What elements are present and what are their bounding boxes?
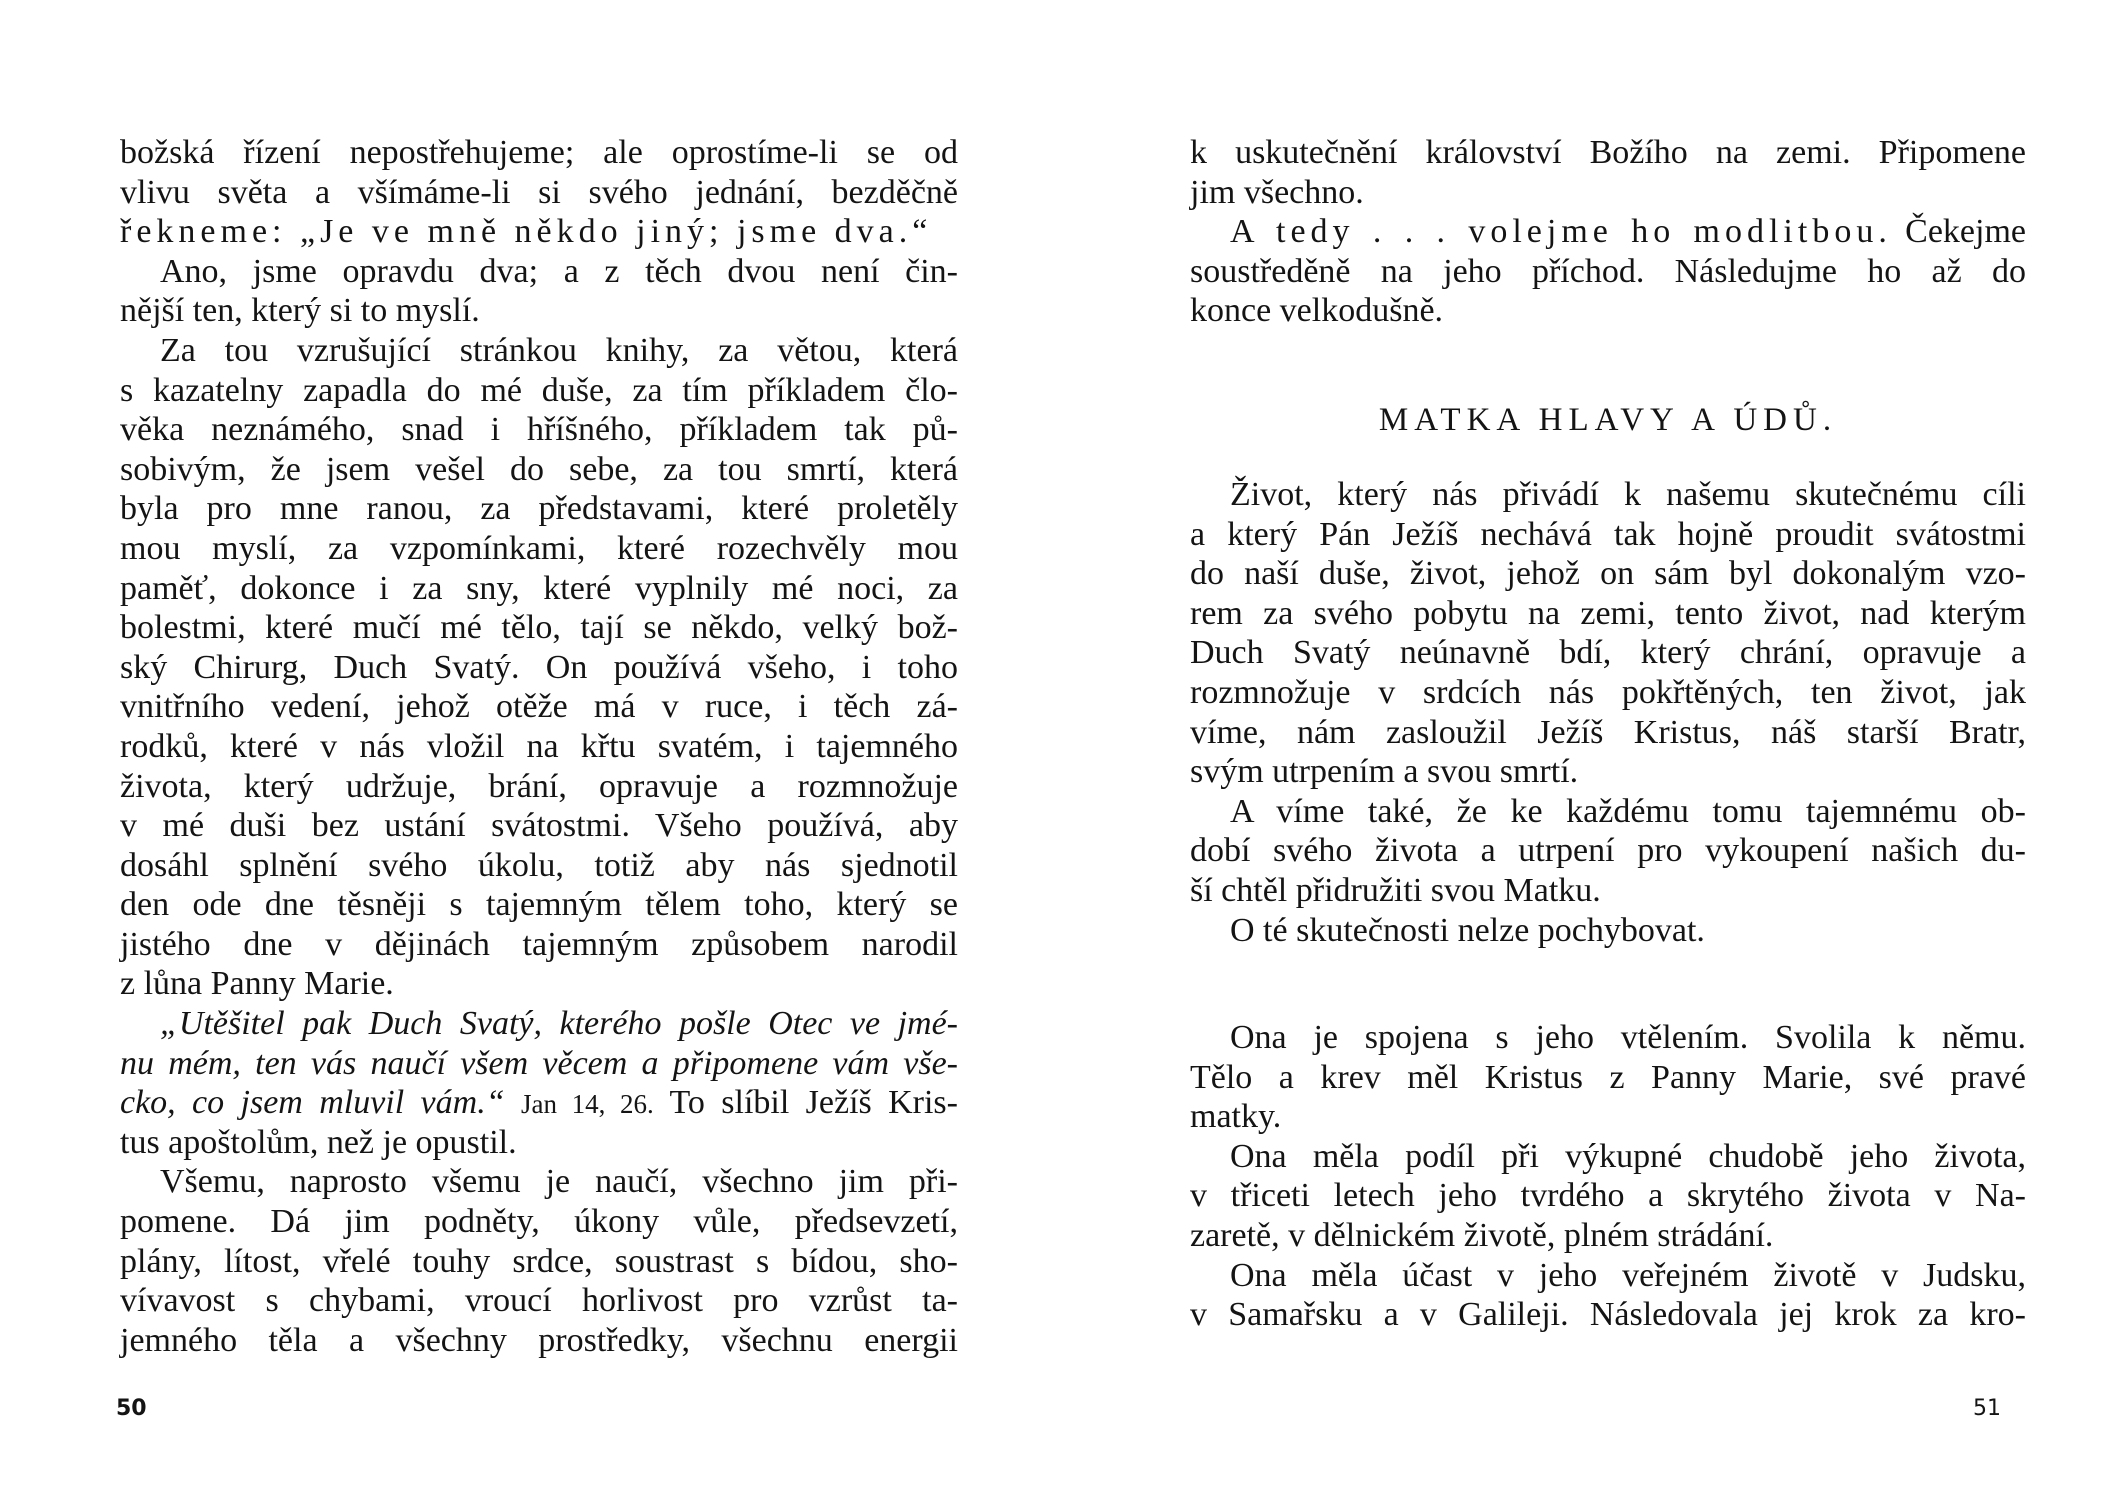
text-fragment: To slíbil Ježíš Kris- bbox=[669, 1084, 958, 1122]
text-line: mou myslí, za vzpomínkami, které rozechvěly mou bbox=[120, 529, 958, 567]
text-line: Ano, jsme opravdu dva; a z těch dvou není čin- bbox=[160, 252, 958, 290]
text-line: vívavost s chybami, vroucí horlivost pro vzrůst ta- bbox=[120, 1282, 958, 1320]
text-line: Ona je spojena s jeho vtělením. Svolila k němu. bbox=[1230, 1019, 2026, 1056]
text-line: božská řízení nepostřehujeme; ale oprostíme-li se od bbox=[120, 134, 958, 171]
text-line: zaretě, v dělnickém životě, plném strádání. bbox=[1190, 1216, 1774, 1254]
text-line: pomene. Dá jim podněty, úkony vůle, předsevzetí, bbox=[120, 1203, 958, 1241]
right-page-middle-text bbox=[1190, 475, 2026, 950]
text-line: do naší duše, život, jehož on sám byl dokonalým vzo- bbox=[1190, 555, 2026, 593]
text-line: ský Chirurg, Duch Svatý. On používá všeho, i toho bbox=[120, 648, 958, 686]
text-line: Všemu, naprosto všemu je naučí, všechno jim při- bbox=[160, 1163, 958, 1201]
text-line: vlivu světa a všímáme-li si svého jednání, bezděčně bbox=[120, 173, 958, 211]
text-line: Život, který nás přivádí k našemu skutečnému cíli bbox=[1230, 476, 2026, 513]
text-line: dobí svého života a utrpení pro vykoupení našich du- bbox=[1190, 832, 2026, 870]
text-line: v mé duši bez ustání svátostmi. Všeho používá, aby bbox=[120, 807, 958, 845]
text-line: v Samařsku a v Galileji. Následovala jej krok za kro- bbox=[1190, 1296, 2026, 1334]
text-line-mixed bbox=[1190, 212, 2026, 252]
text-line: konce velkodušně. bbox=[1190, 292, 1444, 330]
text-line: jim všechno. bbox=[1190, 173, 1364, 211]
text-line: dosáhl splnění svého úkolu, totiž aby nás sjednotil bbox=[120, 846, 958, 884]
text-line: věka neznámého, snad i hříšného, příkladem tak pů- bbox=[120, 411, 958, 449]
chapter-heading: MATKA HLAVY A ÚDŮ. bbox=[1378, 402, 1838, 438]
text-line: Tělo a krev měl Kristus z Panny Marie, své pravé bbox=[1190, 1058, 2026, 1096]
text-line: a který Pán Ježíš nechává tak hojně proudit svátostmi bbox=[1190, 515, 2026, 553]
text-line: řekneme: „Je ve mně někdo jiný; jsme dva.“ bbox=[120, 213, 933, 251]
page-number: 50 bbox=[116, 1396, 147, 1421]
text-line: svým utrpením a svou smrtí. bbox=[1190, 753, 1579, 791]
text-line: byla pro mne ranou, za představami, které proletěly bbox=[120, 490, 958, 528]
right-page-bottom-text bbox=[1190, 1018, 2026, 1335]
text-line: rodků, které v nás vložil na křtu svatém, i tajemného bbox=[120, 727, 958, 765]
text-line: soustředěně na jeho příchod. Následujme ho až do bbox=[1190, 252, 2026, 290]
text-line: tus apoštolům, než je opustil. bbox=[120, 1123, 517, 1161]
text-fragment: A tedy . . . volejme ho modlitbou. bbox=[1230, 213, 1892, 251]
text-line: ší chtěl přidružiti svou Matku. bbox=[1190, 871, 1601, 909]
text-line: jemného těla a všechny prostředky, všechnu energii bbox=[120, 1321, 958, 1359]
text-line: s kazatelny zapadla do mé duše, za tím příkladem člo- bbox=[120, 371, 958, 409]
text-line: „Utěšitel pak Duch Svatý, kterého pošle Otec ve jmé- bbox=[160, 1005, 958, 1043]
text-line: vnitřního vedení, jehož otěže má v ruce, i těch zá- bbox=[120, 688, 958, 726]
text-line-mixed bbox=[120, 1083, 958, 1123]
text-line: Ona měla podíl při výkupné chudobě jeho života, bbox=[1230, 1137, 2026, 1175]
text-line: rem za svého pobytu na zemi, tento život, nad kterým bbox=[1190, 594, 2026, 632]
text-line: v třiceti letech jeho tvrdého a skrytého života v Na- bbox=[1190, 1177, 2026, 1215]
text-line: nější ten, který si to myslí. bbox=[120, 292, 480, 330]
text-fragment: Čekejme bbox=[1905, 213, 2026, 251]
text-line: z lůna Panny Marie. bbox=[120, 965, 394, 1003]
scripture-reference: Jan 14, 26. bbox=[521, 1089, 654, 1120]
text-line: matky. bbox=[1190, 1098, 1282, 1136]
text-line: A víme také, že ke každému tomu tajemnému ob- bbox=[1230, 792, 2026, 830]
scripture-quote-end: cko, co jsem mluvil vám.“ bbox=[120, 1084, 505, 1122]
text-line: nu mém, ten vás naučí všem věcem a připomene vám vše- bbox=[120, 1044, 958, 1082]
text-line: den ode dne těsněji s tajemným tělem toho, který se bbox=[120, 886, 958, 924]
text-line: O té skutečnosti nelze pochybovat. bbox=[1230, 911, 1705, 949]
page-number: 51 bbox=[1973, 1396, 2001, 1421]
text-line: rozmnožuje v srdcích nás pokřtěných, ten život, jak bbox=[1190, 673, 2026, 711]
left-page-body bbox=[120, 133, 958, 1360]
right-page-top-text bbox=[1190, 133, 2026, 331]
right-page bbox=[1061, 0, 2122, 1500]
text-line: jistého dne v dějinách tajemným způsobem narodil bbox=[120, 925, 958, 963]
text-line: Za tou vzrušující stránkou knihy, za větou, která bbox=[160, 331, 958, 369]
text-line: plány, lítost, vřelé touhy srdce, soustrast s bídou, sho- bbox=[120, 1242, 958, 1280]
text-line: Ona měla účast v jeho veřejném životě v Judsku, bbox=[1230, 1256, 2026, 1294]
text-line: sobivým, že jsem vešel do sebe, za tou smrtí, která bbox=[120, 450, 958, 488]
text-line: života, který udržuje, brání, opravuje a rozmnožuje bbox=[120, 767, 958, 805]
text-line: bolestmi, které mučí mé tělo, tají se někdo, velký bož- bbox=[120, 609, 958, 647]
text-line: k uskutečnění království Božího na zemi. Připomene bbox=[1190, 134, 2026, 171]
text-line: Duch Svatý neúnavně bdí, který chrání, opravuje a bbox=[1190, 634, 2026, 672]
text-line: paměť, dokonce i za sny, které vyplnily mé noci, za bbox=[120, 569, 958, 607]
text-line: víme, nám zasloužil Ježíš Kristus, náš starší Bratr, bbox=[1190, 713, 2026, 751]
